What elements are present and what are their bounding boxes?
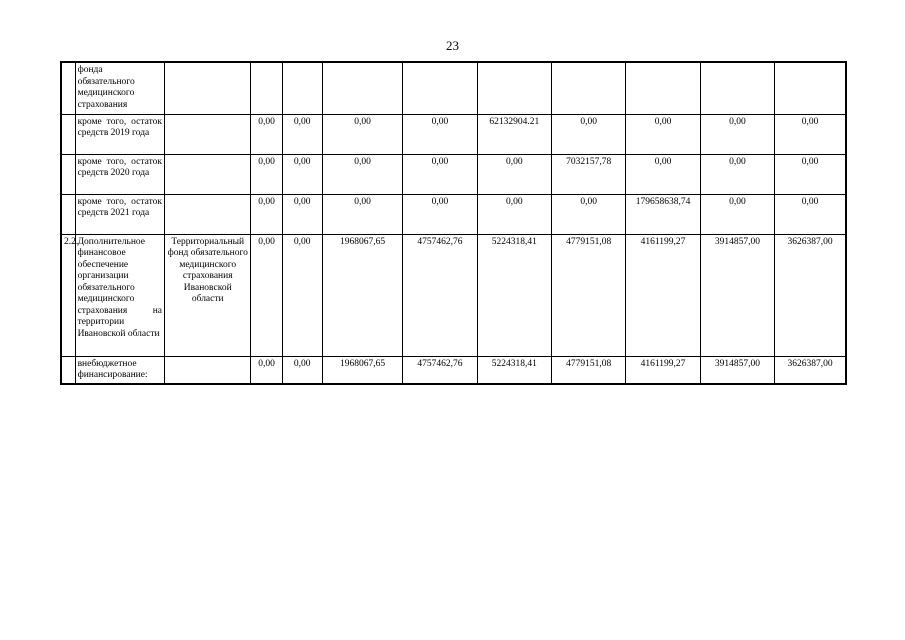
value-cell: 0,00 xyxy=(700,194,774,234)
value-cell: 0,00 xyxy=(775,194,846,234)
value-cell xyxy=(322,62,402,114)
row-index-cell: 2.2. xyxy=(61,234,75,356)
value-cell: 4161199,27 xyxy=(626,356,700,384)
value-cell: 1968067,65 xyxy=(322,234,402,356)
row-name-cell: кроме того, остаток средств 2019 года xyxy=(75,114,164,154)
value-cell: 0,00 xyxy=(700,154,774,194)
value-cell: 0,00 xyxy=(477,154,551,194)
value-cell: 0,00 xyxy=(403,154,477,194)
table-row xyxy=(61,62,846,114)
value-cell: 1968067,65 xyxy=(322,356,402,384)
value-cell xyxy=(251,62,282,114)
value-cell xyxy=(403,62,477,114)
value-cell: 5224318,41 xyxy=(477,356,551,384)
row-executor-cell: Территориальный фонд обязательного медицинского страхования Ивановской области xyxy=(165,234,251,356)
value-cell: 4161199,27 xyxy=(626,234,700,356)
table-row xyxy=(61,356,846,384)
value-cell xyxy=(551,62,625,114)
value-cell: 0,00 xyxy=(322,154,402,194)
value-cell: 0,00 xyxy=(775,114,846,154)
value-cell: 0,00 xyxy=(626,114,700,154)
value-cell: 179658638,74 xyxy=(626,194,700,234)
value-cell: 0,00 xyxy=(282,234,322,356)
value-cell: 0,00 xyxy=(282,356,322,384)
value-cell: 4779151,08 xyxy=(551,234,625,356)
row-index-cell xyxy=(61,154,75,194)
value-cell: 0,00 xyxy=(403,194,477,234)
value-cell: 0,00 xyxy=(403,114,477,154)
value-cell: 5224318,41 xyxy=(477,234,551,356)
row-name-cell: фонда обязательного медицинского страхования xyxy=(75,62,164,114)
value-cell: 4757462,76 xyxy=(403,356,477,384)
value-cell: 4779151,08 xyxy=(551,356,625,384)
value-cell: 62132904.21 xyxy=(477,114,551,154)
table-row xyxy=(61,114,846,154)
value-cell xyxy=(477,62,551,114)
value-cell: 0,00 xyxy=(322,194,402,234)
value-cell: 0,00 xyxy=(251,234,282,356)
row-name-cell: внебюджетное финансирование: xyxy=(75,356,164,384)
value-cell: 0,00 xyxy=(322,114,402,154)
value-cell: 4757462,76 xyxy=(403,234,477,356)
row-index-cell xyxy=(61,356,75,384)
value-cell: 0,00 xyxy=(282,154,322,194)
row-executor-cell xyxy=(165,194,251,234)
value-cell: 0,00 xyxy=(251,114,282,154)
value-cell: 7032157,78 xyxy=(551,154,625,194)
value-cell: 0,00 xyxy=(282,114,322,154)
value-cell: 0,00 xyxy=(700,114,774,154)
row-executor-cell xyxy=(165,62,251,114)
row-index-cell xyxy=(61,114,75,154)
value-cell: 0,00 xyxy=(551,114,625,154)
budget-table xyxy=(60,61,847,385)
value-cell: 0,00 xyxy=(626,154,700,194)
row-name-cell: Дополнительное финансовое обеспечение организации обязательного медицинского страхования на территории Ивановской области xyxy=(75,234,164,356)
value-cell: 0,00 xyxy=(251,356,282,384)
row-executor-cell xyxy=(165,154,251,194)
value-cell xyxy=(626,62,700,114)
value-cell: 0,00 xyxy=(251,154,282,194)
value-cell: 3626387,00 xyxy=(775,234,846,356)
table-row xyxy=(61,234,846,356)
table-row xyxy=(61,194,846,234)
row-index-cell xyxy=(61,194,75,234)
value-cell xyxy=(282,62,322,114)
value-cell: 0,00 xyxy=(477,194,551,234)
page-number: 23 xyxy=(446,38,459,53)
value-cell: 3914857,00 xyxy=(700,356,774,384)
value-cell xyxy=(700,62,774,114)
value-cell: 0,00 xyxy=(775,154,846,194)
value-cell: 3626387,00 xyxy=(775,356,846,384)
table-row xyxy=(61,154,846,194)
value-cell: 0,00 xyxy=(551,194,625,234)
row-name-cell: кроме того, остаток средств 2020 года xyxy=(75,154,164,194)
row-name-cell: кроме того, остаток средств 2021 года xyxy=(75,194,164,234)
value-cell: 0,00 xyxy=(282,194,322,234)
value-cell xyxy=(775,62,846,114)
row-executor-cell xyxy=(165,356,251,384)
row-index-cell xyxy=(61,62,75,114)
row-executor-cell xyxy=(165,114,251,154)
value-cell: 3914857,00 xyxy=(700,234,774,356)
value-cell: 0,00 xyxy=(251,194,282,234)
